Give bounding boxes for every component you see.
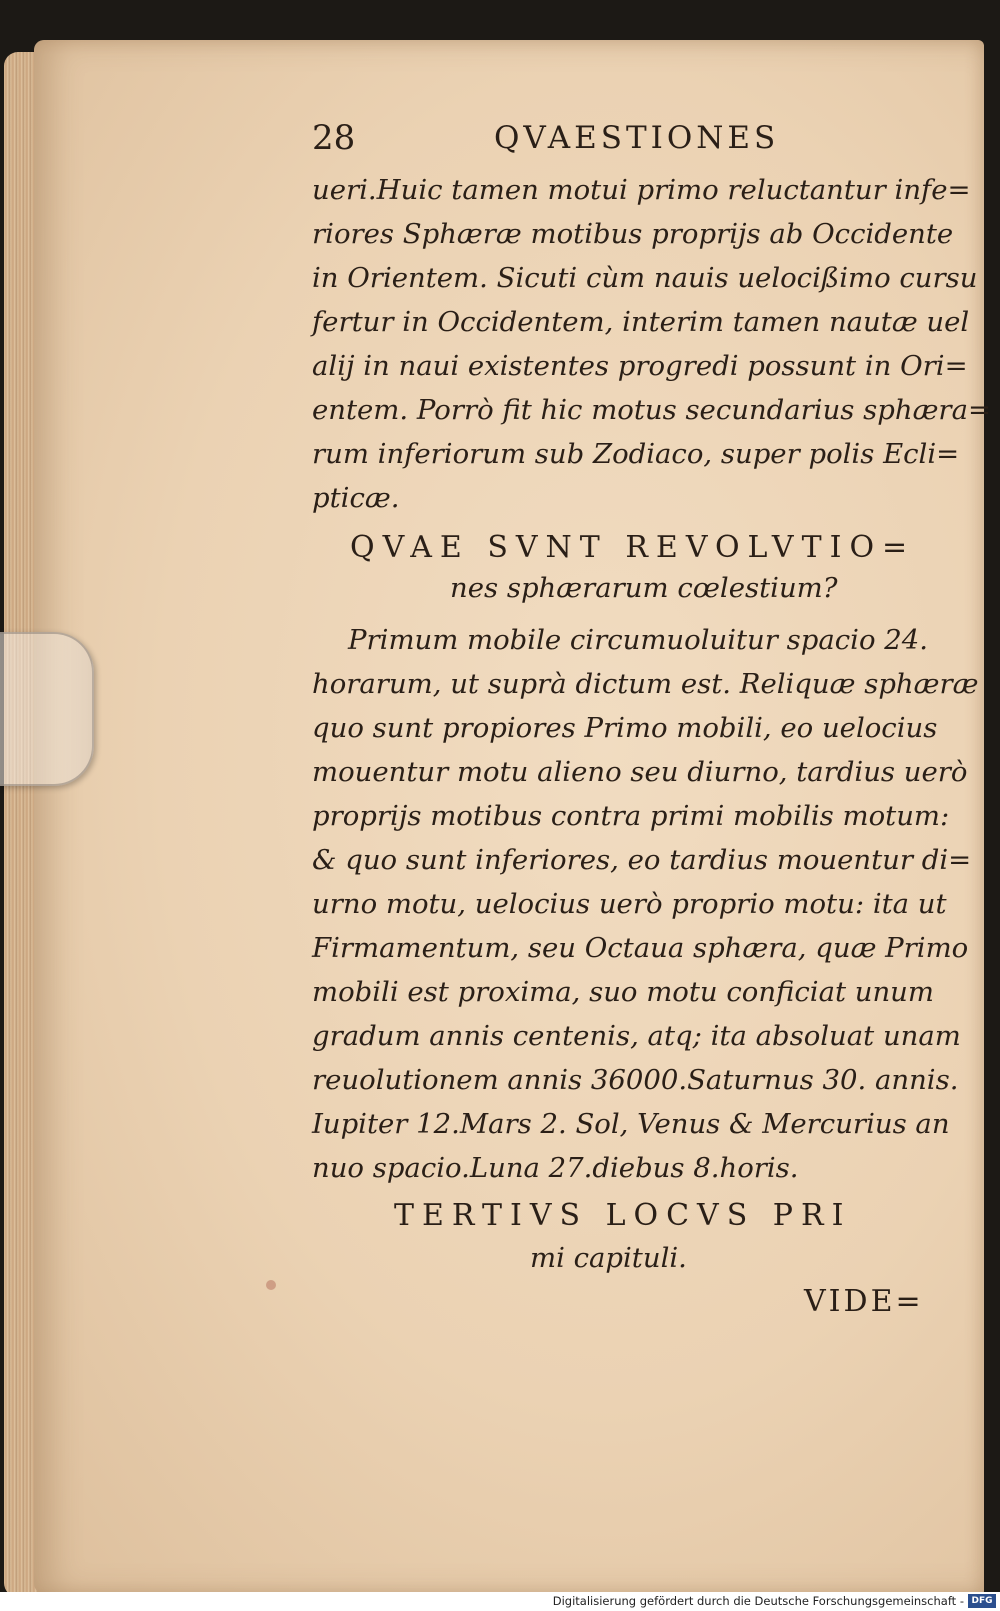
text-line: Iupiter 12.Mars 2. Sol, Venus & Mercurius an xyxy=(312,1108,950,1140)
text-line: riores Sphæræ motibus proprijs ab Occidente xyxy=(312,218,954,250)
text-line: alij in naui existentes progredi possunt in Ori= xyxy=(312,350,968,382)
text-line: proprijs motibus contra primi mobilis motum: xyxy=(312,800,950,832)
text-line: mouentur motu alieno seu diurno, tardius uerò xyxy=(312,756,968,788)
text-line: horarum, ut suprà dictum est. Reliquæ sphæræ xyxy=(312,668,979,700)
dfg-logo: DFG xyxy=(968,1594,996,1608)
text-line: ueri.Huic tamen motui primo reluctantur infe= xyxy=(312,174,971,206)
text-line: Firmamentum, seu Octaua sphæra, quæ Primo xyxy=(312,932,969,964)
text-line: reuolutionem annis 36000.Saturnus 30. annis. xyxy=(312,1064,959,1096)
page-number: 28 xyxy=(312,118,356,158)
text-line: nuo spacio.Luna 27.diebus 8.horis. xyxy=(312,1152,799,1184)
text-line: pticæ. xyxy=(312,482,400,514)
footer-credit: Digitalisierung gefördert durch die Deutsche Forschungsgemeinschaft - xyxy=(552,1594,964,1608)
text-line: & quo sunt inferiores, eo tardius mouentur di= xyxy=(312,844,972,876)
section-heading-italic: nes sphærarum cœlestium? xyxy=(450,572,838,604)
text-line: Primum mobile circumuoluitur spacio 24. xyxy=(348,624,928,656)
digitization-footer xyxy=(0,1592,1000,1611)
text-line: urno motu, uelocius uerò proprio motu: ita ut xyxy=(312,888,947,920)
text-line: rum inferiorum sub Zodiaco, super polis Ecli= xyxy=(312,438,960,470)
text-line: mobili est proxima, suo motu conficiat unum xyxy=(312,976,934,1008)
catchword: VIDE= xyxy=(804,1284,924,1319)
section-heading-caps: QVAE SVNT REVOLVTIO= xyxy=(350,530,916,565)
text-line: fertur in Occidentem, interim tamen nautæ uel xyxy=(312,306,970,338)
page-header xyxy=(312,118,792,166)
section-heading-caps: TERTIVS LOCVS PRI xyxy=(394,1198,852,1233)
text-line: quo sunt propiores Primo mobili, eo uelocius xyxy=(312,712,938,744)
page-clip xyxy=(0,632,94,786)
text-line: entem. Porrò fit hic motus secundarius sphæra= xyxy=(312,394,992,426)
text-line: gradum annis centenis, atq; ita absoluat unam xyxy=(312,1020,961,1052)
text-line: in Orientem. Sicuti cùm nauis uelocißimo cursu xyxy=(312,262,978,294)
section-heading-italic: mi capituli. xyxy=(530,1242,687,1274)
running-title: QVAESTIONES xyxy=(494,120,780,156)
ink-spot xyxy=(266,1280,276,1290)
